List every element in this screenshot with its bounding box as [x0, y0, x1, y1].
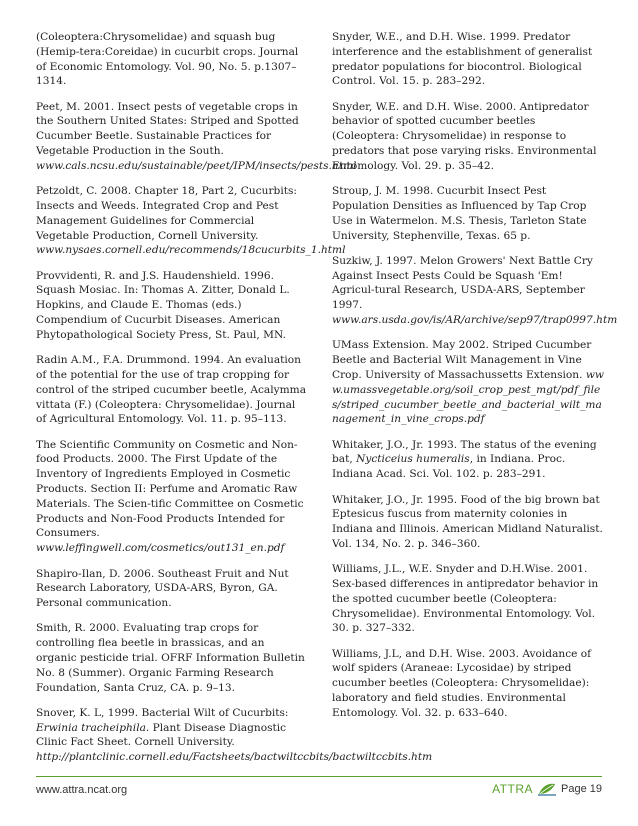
species-name: Erwinia tracheiphila [36, 721, 146, 734]
reference-url[interactable]: www.leffingwell.com/cosmetics/out131_en.pdf [36, 542, 285, 555]
reference-entry: Petzoldt, C. 2008. Chapter 18, Part 2, Cucurbits: Insects and Weeds. Integrated Crop and Pest Management Guidelines for Commercial Vegetable Production, Cornell University. www.nysaes.cornell.edu/recommends/18cucurbits_1.html [36, 185, 346, 257]
page-number: Page 19 [561, 783, 602, 795]
reference-url[interactable]: www.ars.usda.gov/is/AR/archive/sep97/trap0997.htm [332, 314, 618, 327]
reference-entry: Smith, R. 2000. Evaluating trap crops for controlling flea beetle in brassicas, and an organic pesticide trial. OFRF Information Bulletin No. 8 (Summer). Organic Farming Research Foundation, Santa Cruz, CA. p. 9–13. [36, 622, 305, 694]
reference-entry: (Coleoptera:Chrysomelidae) and squash bug (Hemip-tera:Coreidae) in cucurbit crops. Journal of Economic Entomology. Vol. 90, No. 5. p.1307–1314. [36, 31, 299, 88]
reference-url[interactable]: www.umassvegetable.org/soil_crop_pest_mgt/pdf_files/striped_cucumber_beetle_and_bacterial_wilt_management_in_vine_crops.pdf [332, 368, 604, 426]
reference-entry: The Scientific Community on Cosmetic and Non-food Products. 2000. The First Update of the Inventory of Ingredients Employed in Cosmetic Products. Section II: Perfume and Aromatic Raw Materials. The Scien-tific Committee on Cosmetic Products and Non-Food Products Intended for Consumers. www.leffingwell.com/cosmetics/out131_en.pdf [36, 438, 304, 555]
reference-entry: Shapiro-Ilan, D. 2006. Southeast Fruit and Nut Research Laboratory, USDA-ARS, Byron, GA. Personal communication. [36, 567, 289, 610]
reference-entry: Radin A.M., F.A. Drummond. 1994. An evaluation of the potential for the use of trap cropping for control of the striped cucumber beetle, Acalymma vittata (F.) (Coleoptera: Chrysomelidae). Journal of Agricultural Entomology. Vol. 11. p. 95–113. [36, 354, 307, 426]
reference-url[interactable]: www.cals.ncsu.edu/sustainable/peet/IPM/insects/pests.html [36, 159, 357, 172]
reference-url[interactable]: http://plantclinic.cornell.edu/Factsheets/bactwiltccbits/bactwiltccbits.htm [36, 751, 433, 764]
species-name: Nycticeius humeralis [356, 453, 470, 466]
reference-entry: Suzkiw, J. 1997. Melon Growers' Next Battle Cry Against Insect Pests Could be Squash 'Em! Agricul-tural Research, USDA-ARS, September 1997. www.ars.usda.gov/is/AR/archive/sep97/trap0997.htm [332, 254, 618, 327]
references-column-right [332, 30, 618, 731]
reference-entry: Williams, J.L, and D.H. Wise. 2003. Avoidance of wolf spiders (Araneae: Lycosidae) by striped cucumber beetles (Coleoptera: Chrysomelidae): laboratory and field studies. Environmental Entomology. Vol. 32. p. 633–640. [332, 647, 592, 719]
leaf-logo-icon [537, 782, 557, 796]
reference-entry: Snyder, W.E. and D.H. Wise. 2000. Antipredator behavior of spotted cucumber beetles (Coleoptera: Chrysomelidae) in response to predators that pose varying risks. Environmental Entomology. Vol. 29. p. 35–42. [332, 100, 597, 172]
reference-entry: Whitaker, J.O., Jr. 1995. Food of the big brown bat Eptesicus fuscus from maternity colonies in Indiana and Illinois. American Midland Naturalist. Vol. 134, No. 2. p. 346–360. [332, 493, 603, 550]
footer-url[interactable]: www.attra.ncat.org [36, 784, 128, 796]
reference-entry: Provvidenti, R. and J.S. Haudenshield. 1996. Squash Mosiac. In: Thomas A. Zitter, Donald L. Hopkins, and Claude E. Thomas (eds.) Compendium of Cucurbit Diseases. American Phytopathological Society Press, St. Paul, MN. [36, 269, 290, 341]
footer-branding [492, 782, 602, 796]
reference-entry: UMass Extension. May 2002. Striped Cucumber Beetle and Bacterial Wilt Management in Vine Crop. University of Massachussetts Extension. www.umassvegetable.org/soil_crop_pest_mgt/pdf_files/striped_cucumber_beetle_and_bacterial_wilt_management_in_vine_crops.pdf [332, 339, 604, 426]
reference-entry: Whitaker, J.O., Jr. 1993. The status of the evening bat, Nycticeius humeralis, in Indiana. Proc. Indiana Acad. Sci. Vol. 102. p. 283–291. [332, 438, 597, 481]
reference-entry: Williams, J.L., W.E. Snyder and D.H.Wise. 2001. Sex-based differences in antipredator behavior in the spotted cucumber beetle (Coleoptera: Chrysomelidae). Environmental Entomology. Vol. 30. p. 327–332. [332, 563, 599, 635]
reference-entry: Peet, M. 2001. Insect pests of vegetable crops in the Southern United States: Striped and Spotted Cucumber Beetle. Sustainable Practices for Vegetable Production in the South. www.cals.ncsu.edu/sustainable/peet/IPM/insects/pests.html [36, 100, 357, 172]
page-footer [36, 776, 602, 796]
brand-name: ATTRA [492, 782, 534, 796]
reference-entry: Snover, K. L, 1999. Bacterial Wilt of Cucurbits: Erwinia tracheiphila. Plant Disease Diagnostic Clinic Fact Sheet. Cornell University. http://plantclinic.cornell.edu/Factsheets/bactwiltccbits/bactwiltccbits.htm [36, 706, 433, 764]
reference-entry: Snyder, W.E., and D.H. Wise. 1999. Predator interference and the establishment of generalist predator populations for biocontrol. Biological Control. Vol. 15. p. 283–292. [332, 31, 593, 88]
reference-url[interactable]: www.nysaes.cornell.edu/recommends/18cucurbits_1.html [36, 244, 346, 257]
reference-entry: Stroup, J. M. 1998. Cucurbit Insect Pest Population Densities as Influenced by Tap Crop Use in Watermelon. M.S. Thesis, Tarleton State University, Stephenville, Texas. 65 p. [332, 185, 587, 242]
